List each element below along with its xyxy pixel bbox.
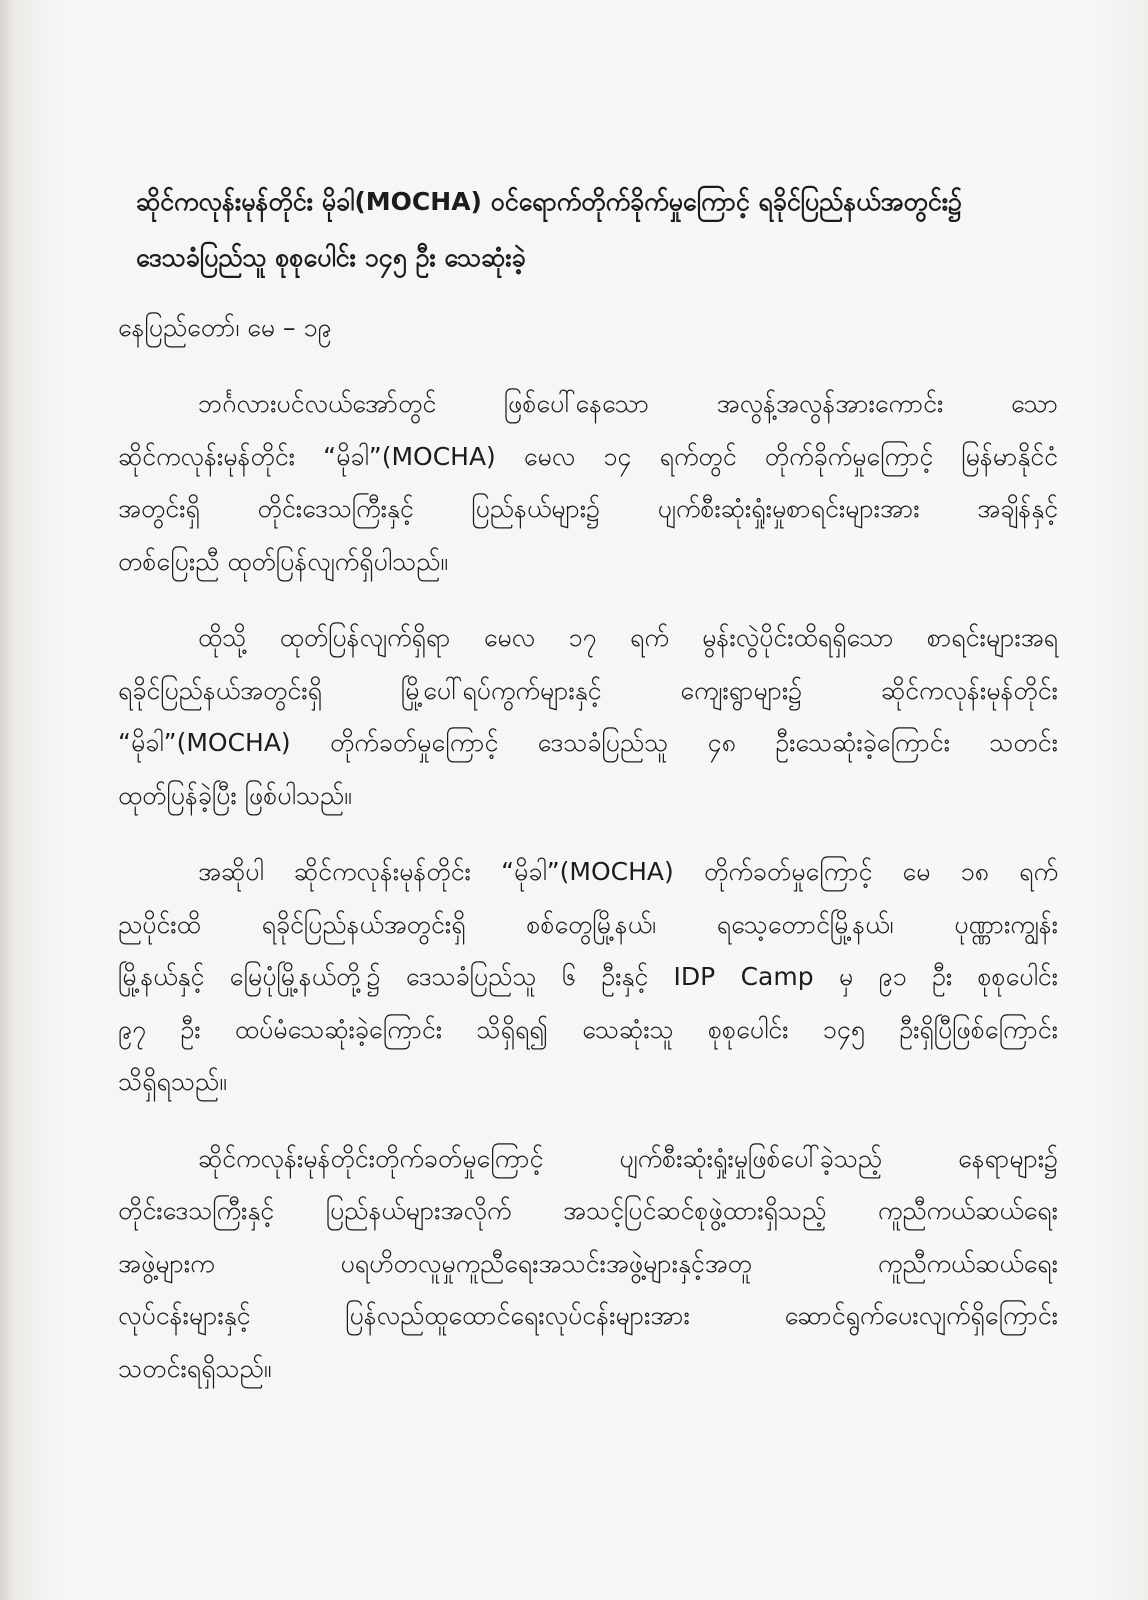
paragraph-line: ရခိုင်ပြည်နယ်အတွင်းရှိ မြို့ပေါ်ရပ်ကွက်များနှင့် ကျေးရွာများ၌ ဆိုင်ကလုန်းမုန်တိုင်း bbox=[118, 675, 1058, 705]
paragraph-line: ထုတ်ပြန်ခဲ့ပြီး ဖြစ်ပါသည်။ bbox=[118, 780, 352, 810]
headline-line: ဆိုင်ကလုန်းမုန်တိုင်း မိုခါ(MOCHA) ဝင်ရောက်တိုက်ခိုက်မှုကြောင့် ရခိုင်ပြည်နယ်အတွင်း၌ bbox=[136, 187, 962, 216]
paragraph-line: ဆိုင်ကလုန်းမုန်တိုင်းတိုက်ခတ်မှုကြောင့် ပျက်စီးဆုံးရှုံးမှုဖြစ်ပေါ်ခဲ့သည့် နေရာများ၌ bbox=[198, 1143, 1058, 1173]
page-edge-shadow bbox=[0, 0, 14, 1600]
paragraph-line: “မိုခါ”(MOCHA) တိုက်ခတ်မှုကြောင့် ဒေသခံပြည်သူ ၄၈ ဦးသေဆုံးခဲ့ကြောင်း သတင်း bbox=[118, 728, 1058, 757]
paragraph-line: လုပ်ငန်းများနှင့် ပြန်လည်ထူထောင်ရေးလုပ်ငန်းများအား ဆောင်ရွက်ပေးလျက်ရှိကြောင်း bbox=[118, 1301, 1058, 1330]
dateline: နေပြည်တော်၊ မေ – ၁၉ bbox=[118, 313, 332, 342]
paragraph-2 bbox=[118, 612, 1058, 822]
paragraph-4 bbox=[118, 1133, 1058, 1396]
paragraph-line: ထိုသို့ ထုတ်ပြန်လျက်ရှိရာ မေလ ၁၇ ရက် မွန်းလွဲပိုင်းထိရရှိသော စာရင်းများအရ bbox=[198, 623, 1058, 652]
paragraph-line: ဆိုင်ကလုန်းမုန်တိုင်း “မိုခါ”(MOCHA) မေလ ၁၄ ရက်တွင် တိုက်ခိုက်မှုကြောင့် မြန်မာနိုင်ငံ bbox=[118, 441, 1058, 471]
paragraph-line: အဖွဲ့များက ပရဟိတလူမှုကူညီရေးအသင်းအဖွဲ့များနှင့်အတူ ကူညီကယ်ဆယ်ရေး bbox=[118, 1248, 1058, 1278]
paragraph-3 bbox=[118, 846, 1058, 1109]
paragraph-line: တိုင်းဒေသကြီးနှင့် ပြည်နယ်များအလိုက် အသင့်ပြင်ဆင်စုဖွဲ့ထားရှိသည့် ကူညီကယ်ဆယ်ရေး bbox=[118, 1196, 1058, 1225]
paragraph-line: ဘင်္ဂလားပင်လယ်အော်တွင် ဖြစ်ပေါ်နေသော အလွန့်အလွန်အားကောင်း သော bbox=[198, 389, 1058, 418]
paragraph-line: အဆိုပါ ဆိုင်ကလုန်းမုန်တိုင်း “မိုခါ”(MOCHA) တိုက်ခတ်မှုကြောင့် မေ ၁၈ ရက် bbox=[198, 857, 1058, 886]
paragraph-line: တစ်ပြေးညီ ထုတ်ပြန်လျက်ရှိပါသည်။ bbox=[118, 546, 448, 576]
article bbox=[118, 174, 1058, 1419]
paragraph-line: အတွင်းရှိ တိုင်းဒေသကြီးနှင့် ပြည်နယ်များ၌ ပျက်စီးဆုံးရှုံးမှုစာရင်းများအား အချိန်နှင့် bbox=[118, 494, 1058, 523]
headline-line: ဒေသခံပြည်သူ စုစုပေါင်း ၁၄၅ ဦး သေဆုံးခဲ့ bbox=[136, 243, 526, 272]
paragraph-line: ၉၇ ဦး ထပ်မံသေဆုံးခဲ့ကြောင်း သိရှိရ၍ သေဆုံးသူ စုစုပေါင်း ၁၄၅ ဦးရှိပြီဖြစ်ကြောင်း bbox=[118, 1014, 1058, 1044]
paragraph-line: သတင်းရရှိသည်။ bbox=[118, 1353, 272, 1383]
paragraph-1 bbox=[118, 378, 1058, 588]
paragraph-line: သိရှိရသည်။ bbox=[118, 1067, 227, 1096]
paragraph-line: မြို့နယ်နှင့် မြေပုံမြို့နယ်တို့၌ ဒေသခံပြည်သူ ၆ ဦးနှင့် IDP Camp မှ ၉၁ ဦး စုစုပေါင်း bbox=[118, 962, 1058, 991]
article-headline bbox=[136, 174, 1058, 286]
paragraph-line: ညပိုင်းထိ ရခိုင်ပြည်နယ်အတွင်းရှိ စစ်တွေမြို့နယ်၊ ရသေ့တောင်မြို့နယ်၊ ပုဏ္ဏားကျွန်း bbox=[118, 909, 1058, 939]
